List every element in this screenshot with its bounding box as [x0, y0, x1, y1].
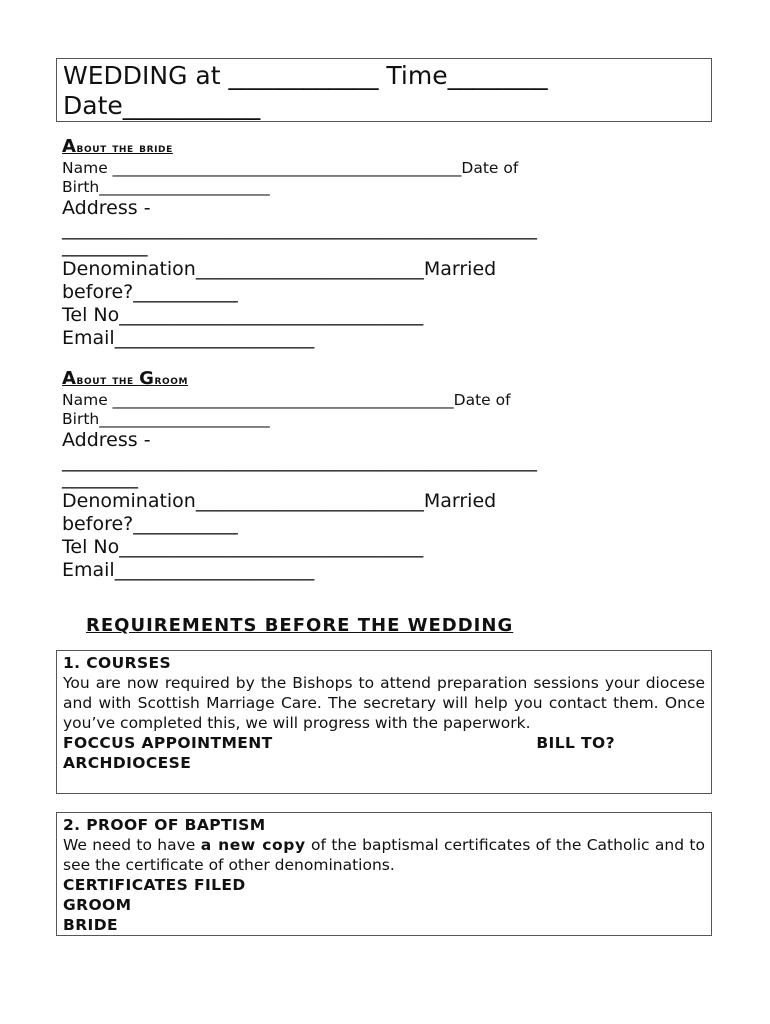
groom-address-label: Address -	[62, 429, 151, 451]
requirements-title: REQUIREMENTS BEFORE THE WEDDING	[86, 615, 514, 636]
baptism-heading: 2. PROOF OF BAPTISM	[63, 816, 266, 834]
bride-birth-field[interactable]: Birth______________________	[62, 178, 270, 196]
bride-address-label: Address -	[62, 197, 151, 219]
bride-certificate-label: BRIDE	[63, 916, 118, 934]
wedding-at-time-line[interactable]: WEDDING at ____________ Time________	[63, 61, 548, 90]
groom-certificate-label: GROOM	[63, 896, 132, 914]
courses-heading: 1. COURSES	[63, 654, 172, 672]
bride-married-before-field[interactable]: before?___________	[62, 281, 238, 303]
bride-address-field[interactable]: __________________________________________________	[62, 218, 537, 240]
groom-birth-field[interactable]: Birth______________________	[62, 410, 270, 428]
bride-denomination-field[interactable]: Denomination________________________Married	[62, 258, 497, 280]
groom-address-field[interactable]: __________________________________________________	[62, 450, 537, 472]
bride-email-field[interactable]: Email_____________________	[62, 327, 315, 349]
new-copy-emphasis: a new copy	[200, 836, 306, 854]
bride-section	[62, 138, 712, 350]
certificates-filed-label: CERTIFICATES FILED	[63, 876, 246, 894]
groom-married-before-field[interactable]: before?___________	[62, 513, 238, 535]
groom-denomination-field[interactable]: Denomination________________________Married	[62, 490, 497, 512]
groom-section-title: About the Groom	[62, 368, 189, 389]
baptism-box	[56, 812, 712, 936]
foccus-row	[63, 733, 705, 753]
archdiocese-label: ARCHDIOCESE	[63, 754, 192, 772]
courses-body: You are now required by the Bishops to attend preparation sessions your diocese and with Scottish Marriage Care. The secretary will help you contact them. Once you’ve completed this, we will progress with the paperwork.	[63, 674, 705, 732]
bride-name-field[interactable]: Name _____________________________________________Date of	[62, 159, 519, 177]
groom-name-field[interactable]: Name ____________________________________________Date of	[62, 391, 511, 409]
groom-tel-field[interactable]: Tel No________________________________	[62, 536, 424, 558]
bride-section-title: About the bride	[62, 136, 173, 157]
bride-tel-field[interactable]: Tel No________________________________	[62, 304, 424, 326]
baptism-body: We need to have a new copy of the baptismal certificates of the Catholic and to see the certificate of other denominations.	[63, 836, 705, 874]
courses-box	[56, 650, 712, 794]
wedding-date-line[interactable]: Date___________	[63, 91, 261, 120]
bride-address-field-2[interactable]: _________	[62, 235, 148, 257]
groom-section	[62, 370, 712, 582]
wedding-header-box	[56, 58, 712, 122]
groom-email-field[interactable]: Email_____________________	[62, 559, 315, 581]
groom-address-field-2[interactable]: ________	[62, 467, 138, 489]
foccus-appointment-label: FOCCUS APPOINTMENT	[63, 734, 273, 752]
bill-to-label: BILL TO?	[536, 734, 615, 752]
